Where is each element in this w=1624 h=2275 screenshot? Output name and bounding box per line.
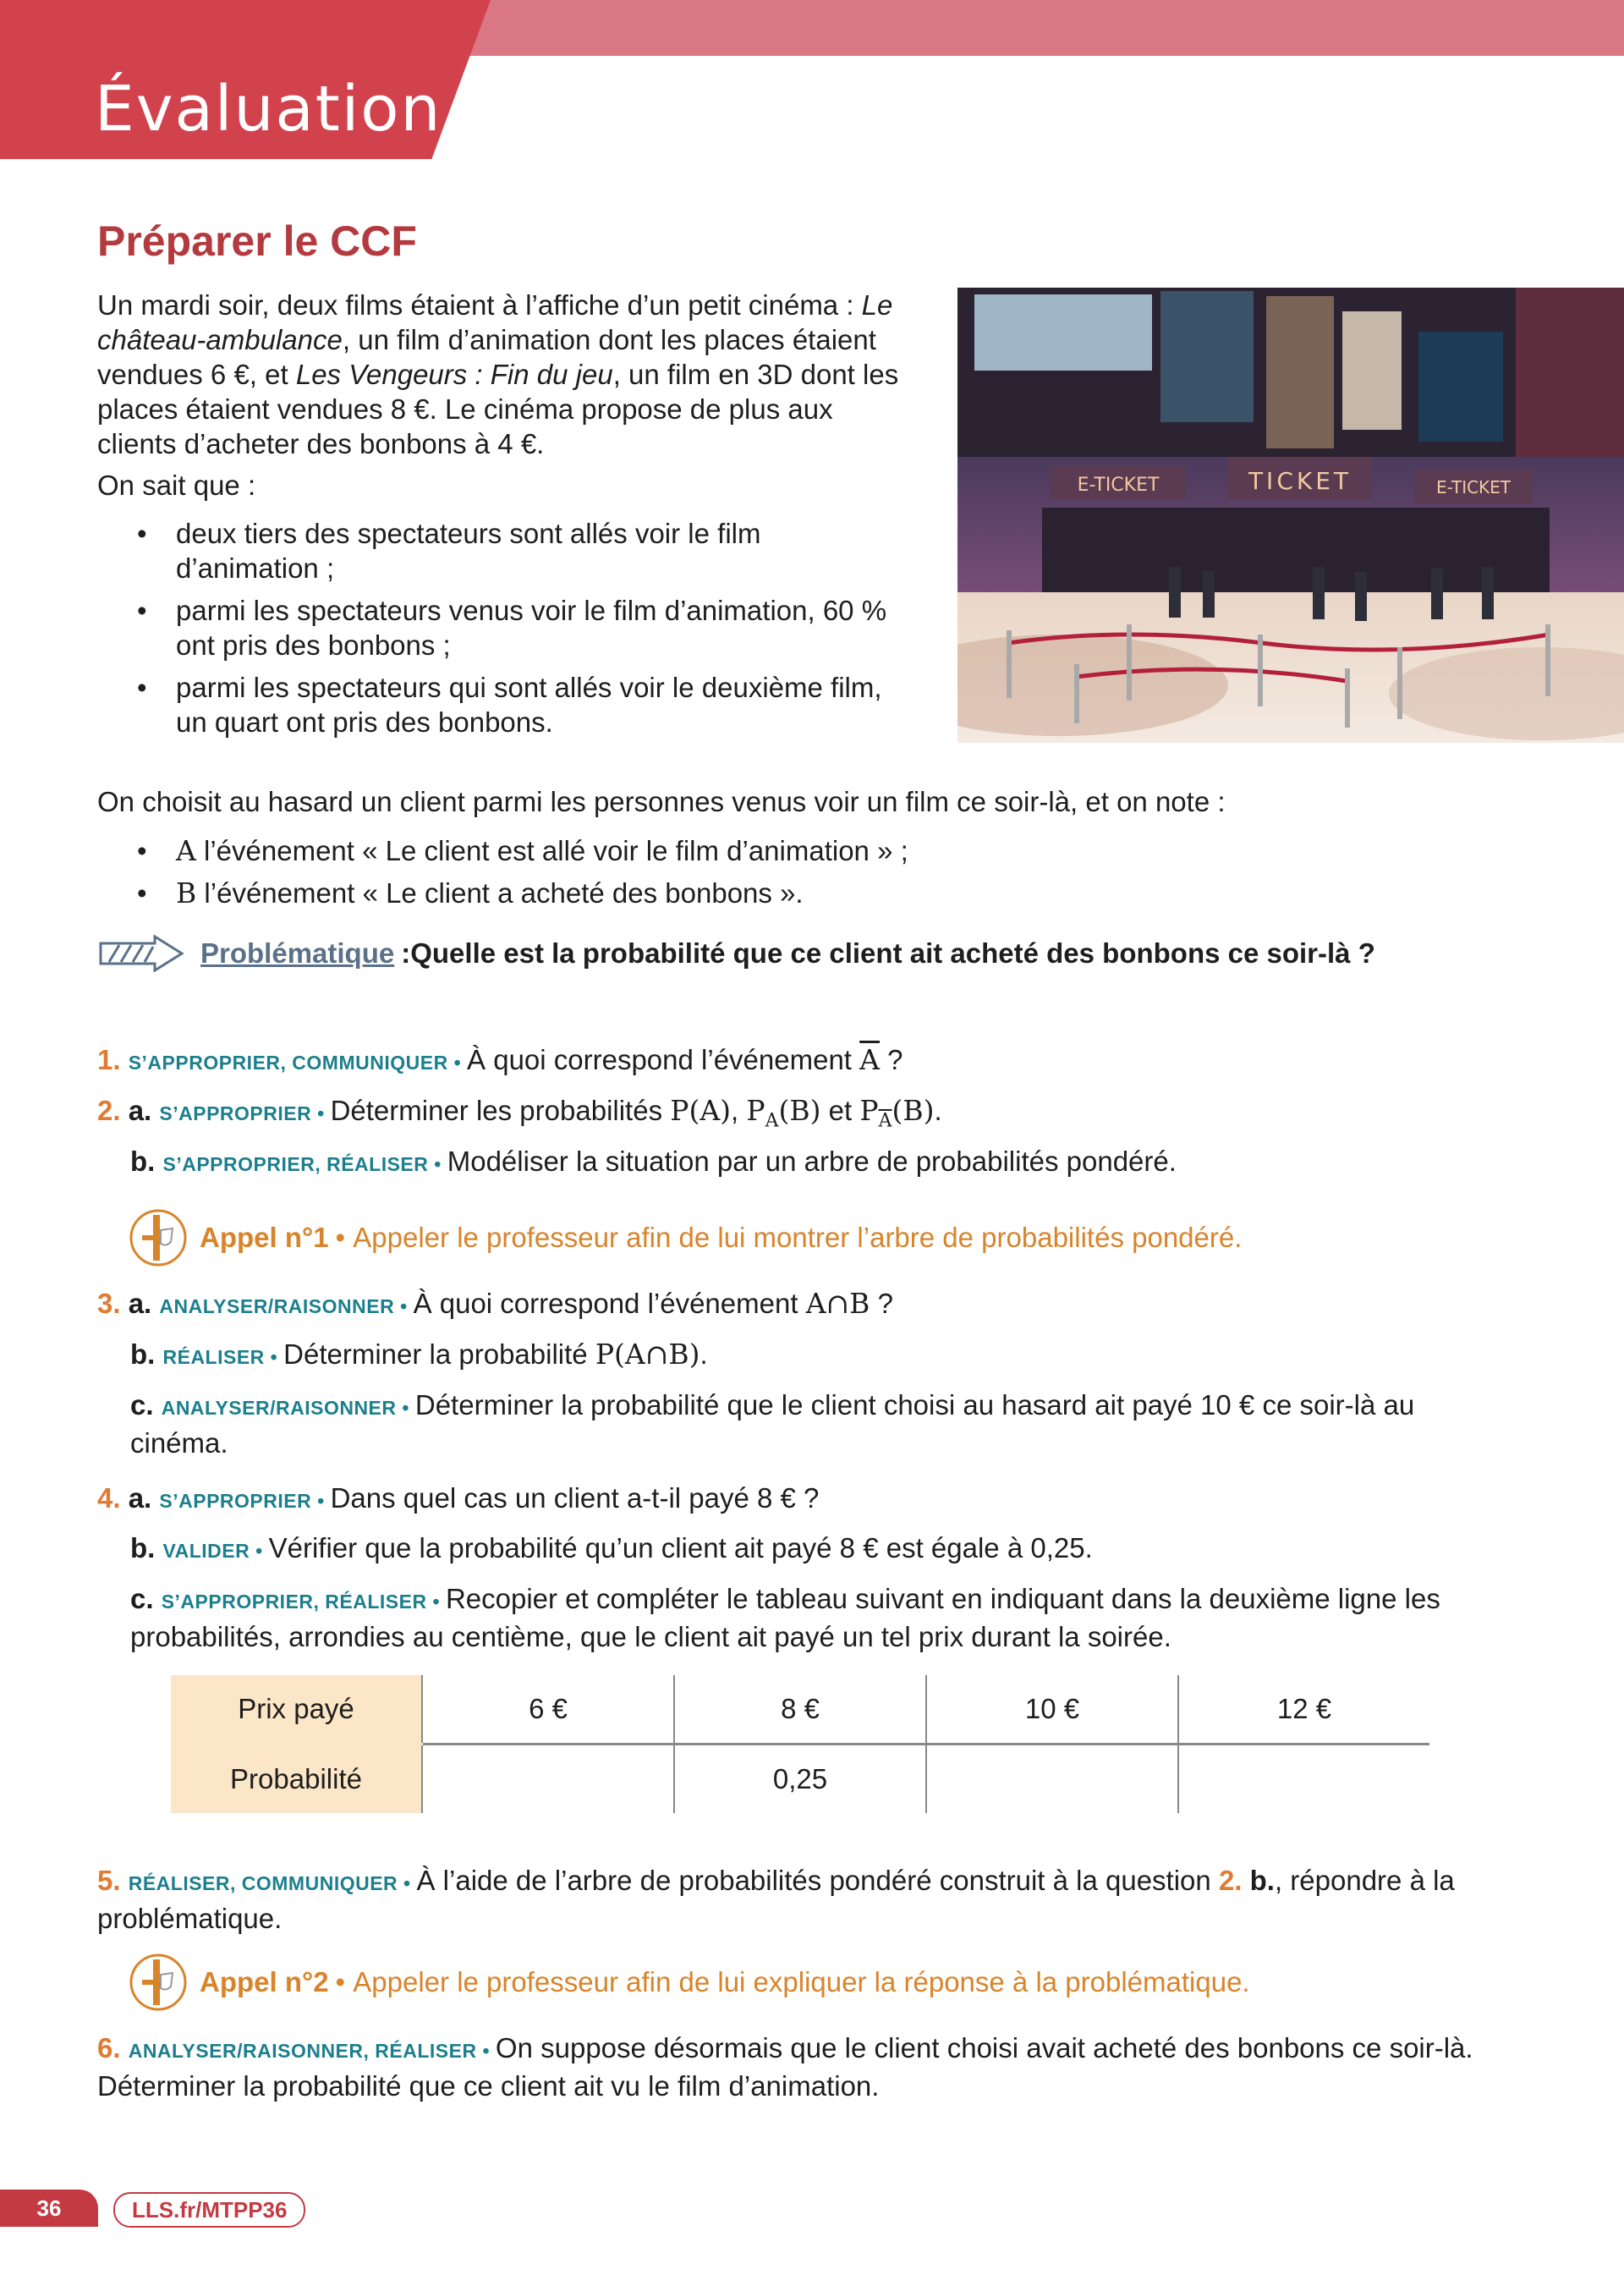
skill-separator: • [264, 1346, 284, 1368]
skill-tag: VALIDER [162, 1540, 250, 1562]
math-b: (B) [778, 1094, 821, 1127]
problematique-colon: : [401, 937, 411, 969]
question-reference-number: 2. [1218, 1865, 1243, 1896]
question-2a [97, 1093, 942, 1139]
question-end: , répondre à la problématique. [97, 1865, 1455, 1934]
resource-link[interactable]: LLS.fr/MTPP36 [113, 2192, 305, 2228]
chapter-title: Évaluation [95, 73, 442, 146]
question-text: Déterminer la probabilité [283, 1338, 595, 1370]
question-end: . [700, 1338, 708, 1370]
math-comma: , [731, 1095, 747, 1126]
math-and: et [820, 1095, 860, 1126]
section-title: Préparer le CCF [97, 217, 417, 265]
skill-tag: S’APPROPRIER [159, 1490, 312, 1512]
question-number: 2. [97, 1095, 121, 1126]
table-cell-probability [1178, 1745, 1429, 1814]
skill-separator: • [311, 1490, 331, 1512]
skill-tag: ANALYSER/RAISONNER [161, 1397, 397, 1419]
question-number: 3. [97, 1288, 121, 1319]
math-intersection: A∩B [805, 1287, 870, 1320]
question-4a [97, 1481, 819, 1519]
photo-sign-left: E-TICKET [1077, 475, 1160, 496]
event-a-symbol: A [176, 834, 196, 867]
film-title-1: Le château-ambulance [97, 289, 893, 355]
list-item: • parmi les spectateurs venus voir le film d’animation, 60 % ont pris des bonbons ; [135, 593, 897, 662]
table-row [171, 1675, 1429, 1745]
list-item [135, 876, 908, 910]
skill-separator: • [250, 1540, 269, 1562]
sub-label: b. [130, 1146, 156, 1177]
question-number: 5. [97, 1865, 121, 1896]
table-cell-price: 10 € [926, 1675, 1178, 1745]
question-3a [97, 1286, 893, 1324]
events-list [135, 833, 908, 918]
facts-list [135, 516, 897, 747]
sub-label: c. [130, 1583, 154, 1614]
skill-tag: S’APPROPRIER, RÉALISER [162, 1153, 429, 1175]
skill-separator: • [398, 1872, 417, 1894]
table-cell-probability [926, 1745, 1178, 1814]
list-item [135, 833, 908, 868]
math-p: P [859, 1094, 879, 1127]
question-3c [130, 1388, 1501, 1460]
skill-tag: RÉALISER [162, 1346, 265, 1368]
table-row [171, 1745, 1429, 1814]
table-cell-price: 8 € [674, 1675, 926, 1745]
intro-text-3: , un film en 3D dont les places étaient vendues 8 €. Le cinéma propose de plus aux clients d’acheter des bonbons à 4 €. [97, 359, 899, 459]
question-3b [130, 1337, 708, 1375]
skill-separator: • [396, 1397, 415, 1419]
question-5 [97, 1863, 1501, 1936]
question-text: Déterminer la probabilité que le client choisi au hasard ait payé 10 € ce soir-là au cinéma. [130, 1389, 1415, 1459]
appel-text: Appeler le professeur afin de lui montrer l’arbre de probabilités pondéré. [353, 1222, 1243, 1253]
math-sub-a: A [765, 1110, 779, 1132]
appel-separator: • [335, 1222, 346, 1253]
question-text: Dans quel cas un client a-t-il payé 8 € ? [330, 1482, 820, 1514]
question-text: À l’aide de l’arbre de probabilités pondéré construit à la question [416, 1865, 1219, 1896]
sub-label: b. [130, 1532, 156, 1563]
choice-paragraph: On choisit au hasard un client parmi les personnes venus voir un film ce soir-là, et on note : [97, 786, 1226, 817]
list-item: • parmi les spectateurs qui sont allés voir le deuxième film, un quart ont pris des bonbons. [135, 670, 897, 739]
table-cell-probability: 0,25 [674, 1745, 926, 1814]
event-complement: $\overline{A}$ [859, 1043, 880, 1076]
math-pa: P(A) [670, 1094, 732, 1127]
question-2b [130, 1144, 1177, 1182]
skill-separator: • [447, 1052, 468, 1074]
problematique [97, 934, 1375, 973]
question-text: À quoi correspond l’événement [413, 1288, 806, 1319]
intro-text-1: Un mardi soir, deux films étaient à l’affiche d’un petit cinéma : [97, 289, 862, 321]
table-cell-probability [422, 1745, 674, 1814]
question-number: 6. [97, 2032, 121, 2063]
sub-label: a. [128, 1482, 152, 1514]
math-b: (B) [892, 1094, 935, 1127]
sub-label: a. [128, 1288, 152, 1319]
table-cell-price: 12 € [1178, 1675, 1429, 1745]
question-text: Recopier et compléter le tableau suivant en indiquant dans la deuxième ligne les probabilités, arrondies au centième, que le client ait payé un tel prix durant la soirée. [130, 1583, 1440, 1652]
math-sub-abar: A [878, 1110, 892, 1132]
photo-sign-middle: TICKET [1248, 467, 1352, 495]
math-p: P [746, 1094, 765, 1127]
cinema-photo [957, 288, 1624, 743]
teacher-call-icon [129, 1208, 188, 1267]
appel-label: Appel n°2 [200, 1966, 329, 1997]
teacher-call-icon [129, 1953, 188, 2012]
skill-tag: S’APPROPRIER, COMMUNIQUER [128, 1052, 448, 1074]
skill-tag: S’APPROPRIER [159, 1102, 312, 1124]
event-b-symbol: B [176, 876, 197, 909]
row-header-price: Prix payé [171, 1675, 422, 1745]
arrow-icon [97, 935, 185, 972]
intro-known: On sait que : [97, 470, 256, 501]
appel-2 [129, 1953, 1250, 2012]
intro-paragraph [97, 288, 901, 461]
table-cell-price: 6 € [422, 1675, 674, 1745]
row-header-probability: Probabilité [171, 1745, 422, 1814]
math-p-intersection: P(A∩B) [595, 1338, 700, 1371]
skill-separator: • [426, 1591, 446, 1613]
intro-text-2: , un film d’animation dont les places étaient vendues 6 €, et [97, 324, 876, 390]
event-b-text: l’événement « Le client a acheté des bonbons ». [196, 877, 804, 909]
appel-1 [129, 1208, 1242, 1267]
question-4b [130, 1530, 1093, 1569]
skill-separator: • [394, 1295, 414, 1317]
question-end: ? [870, 1288, 893, 1319]
question-text: On suppose désormais que le client choisi avait acheté des bonbons ce soir-là. Déterminer la probabilité que ce client ait vu le film d’animation. [97, 2032, 1473, 2102]
question-text: Déterminer les probabilités [330, 1095, 671, 1126]
question-4c [130, 1581, 1501, 1654]
question-6 [97, 2030, 1501, 2103]
question-reference-sub: b. [1242, 1865, 1275, 1896]
question-end: ? [880, 1044, 903, 1075]
question-text: À quoi correspond l’événement [467, 1044, 860, 1075]
skill-separator: • [311, 1102, 331, 1124]
skill-tag: S’APPROPRIER, RÉALISER [161, 1591, 427, 1613]
question-end: . [934, 1095, 942, 1126]
problematique-text: Quelle est la probabilité que ce client ait acheté des bonbons ce soir-là ? [410, 937, 1375, 969]
sub-label: c. [130, 1389, 154, 1421]
question-number: 4. [97, 1482, 121, 1514]
appel-separator: • [335, 1966, 346, 1997]
skill-tag: ANALYSER/RAISONNER [159, 1295, 395, 1317]
question-number: 1. [97, 1044, 121, 1075]
photo-sign-right: E-TICKET [1435, 477, 1512, 497]
sub-label: b. [130, 1338, 156, 1370]
skill-separator: • [428, 1153, 447, 1175]
skill-tag: RÉALISER, COMMUNIQUER [128, 1872, 398, 1894]
question-text: Vérifier que la probabilité qu’un client ait payé 8 € est égale à 0,25. [268, 1532, 1093, 1563]
question-1 [97, 1042, 903, 1080]
cinema-lobby-illustration [957, 288, 1624, 743]
appel-text: Appeler le professeur afin de lui expliquer la réponse à la problématique. [353, 1966, 1250, 1997]
list-item: • deux tiers des spectateurs sont allés voir le film d’animation ; [135, 516, 897, 585]
problematique-label: Problématique [200, 937, 395, 969]
question-text: Modéliser la situation par un arbre de probabilités pondéré. [447, 1146, 1177, 1177]
price-table [171, 1675, 1429, 1813]
sub-label: a. [128, 1095, 152, 1126]
event-a-text: l’événement « Le client est allé voir le film d’animation » ; [195, 835, 908, 866]
appel-label: Appel n°1 [200, 1222, 329, 1253]
page-number: 36 [0, 2190, 98, 2227]
skill-separator: • [476, 2040, 496, 2062]
skill-tag: ANALYSER/RAISONNER, RÉALISER [128, 2040, 477, 2062]
film-title-2: Les Vengeurs : Fin du jeu [295, 359, 613, 390]
